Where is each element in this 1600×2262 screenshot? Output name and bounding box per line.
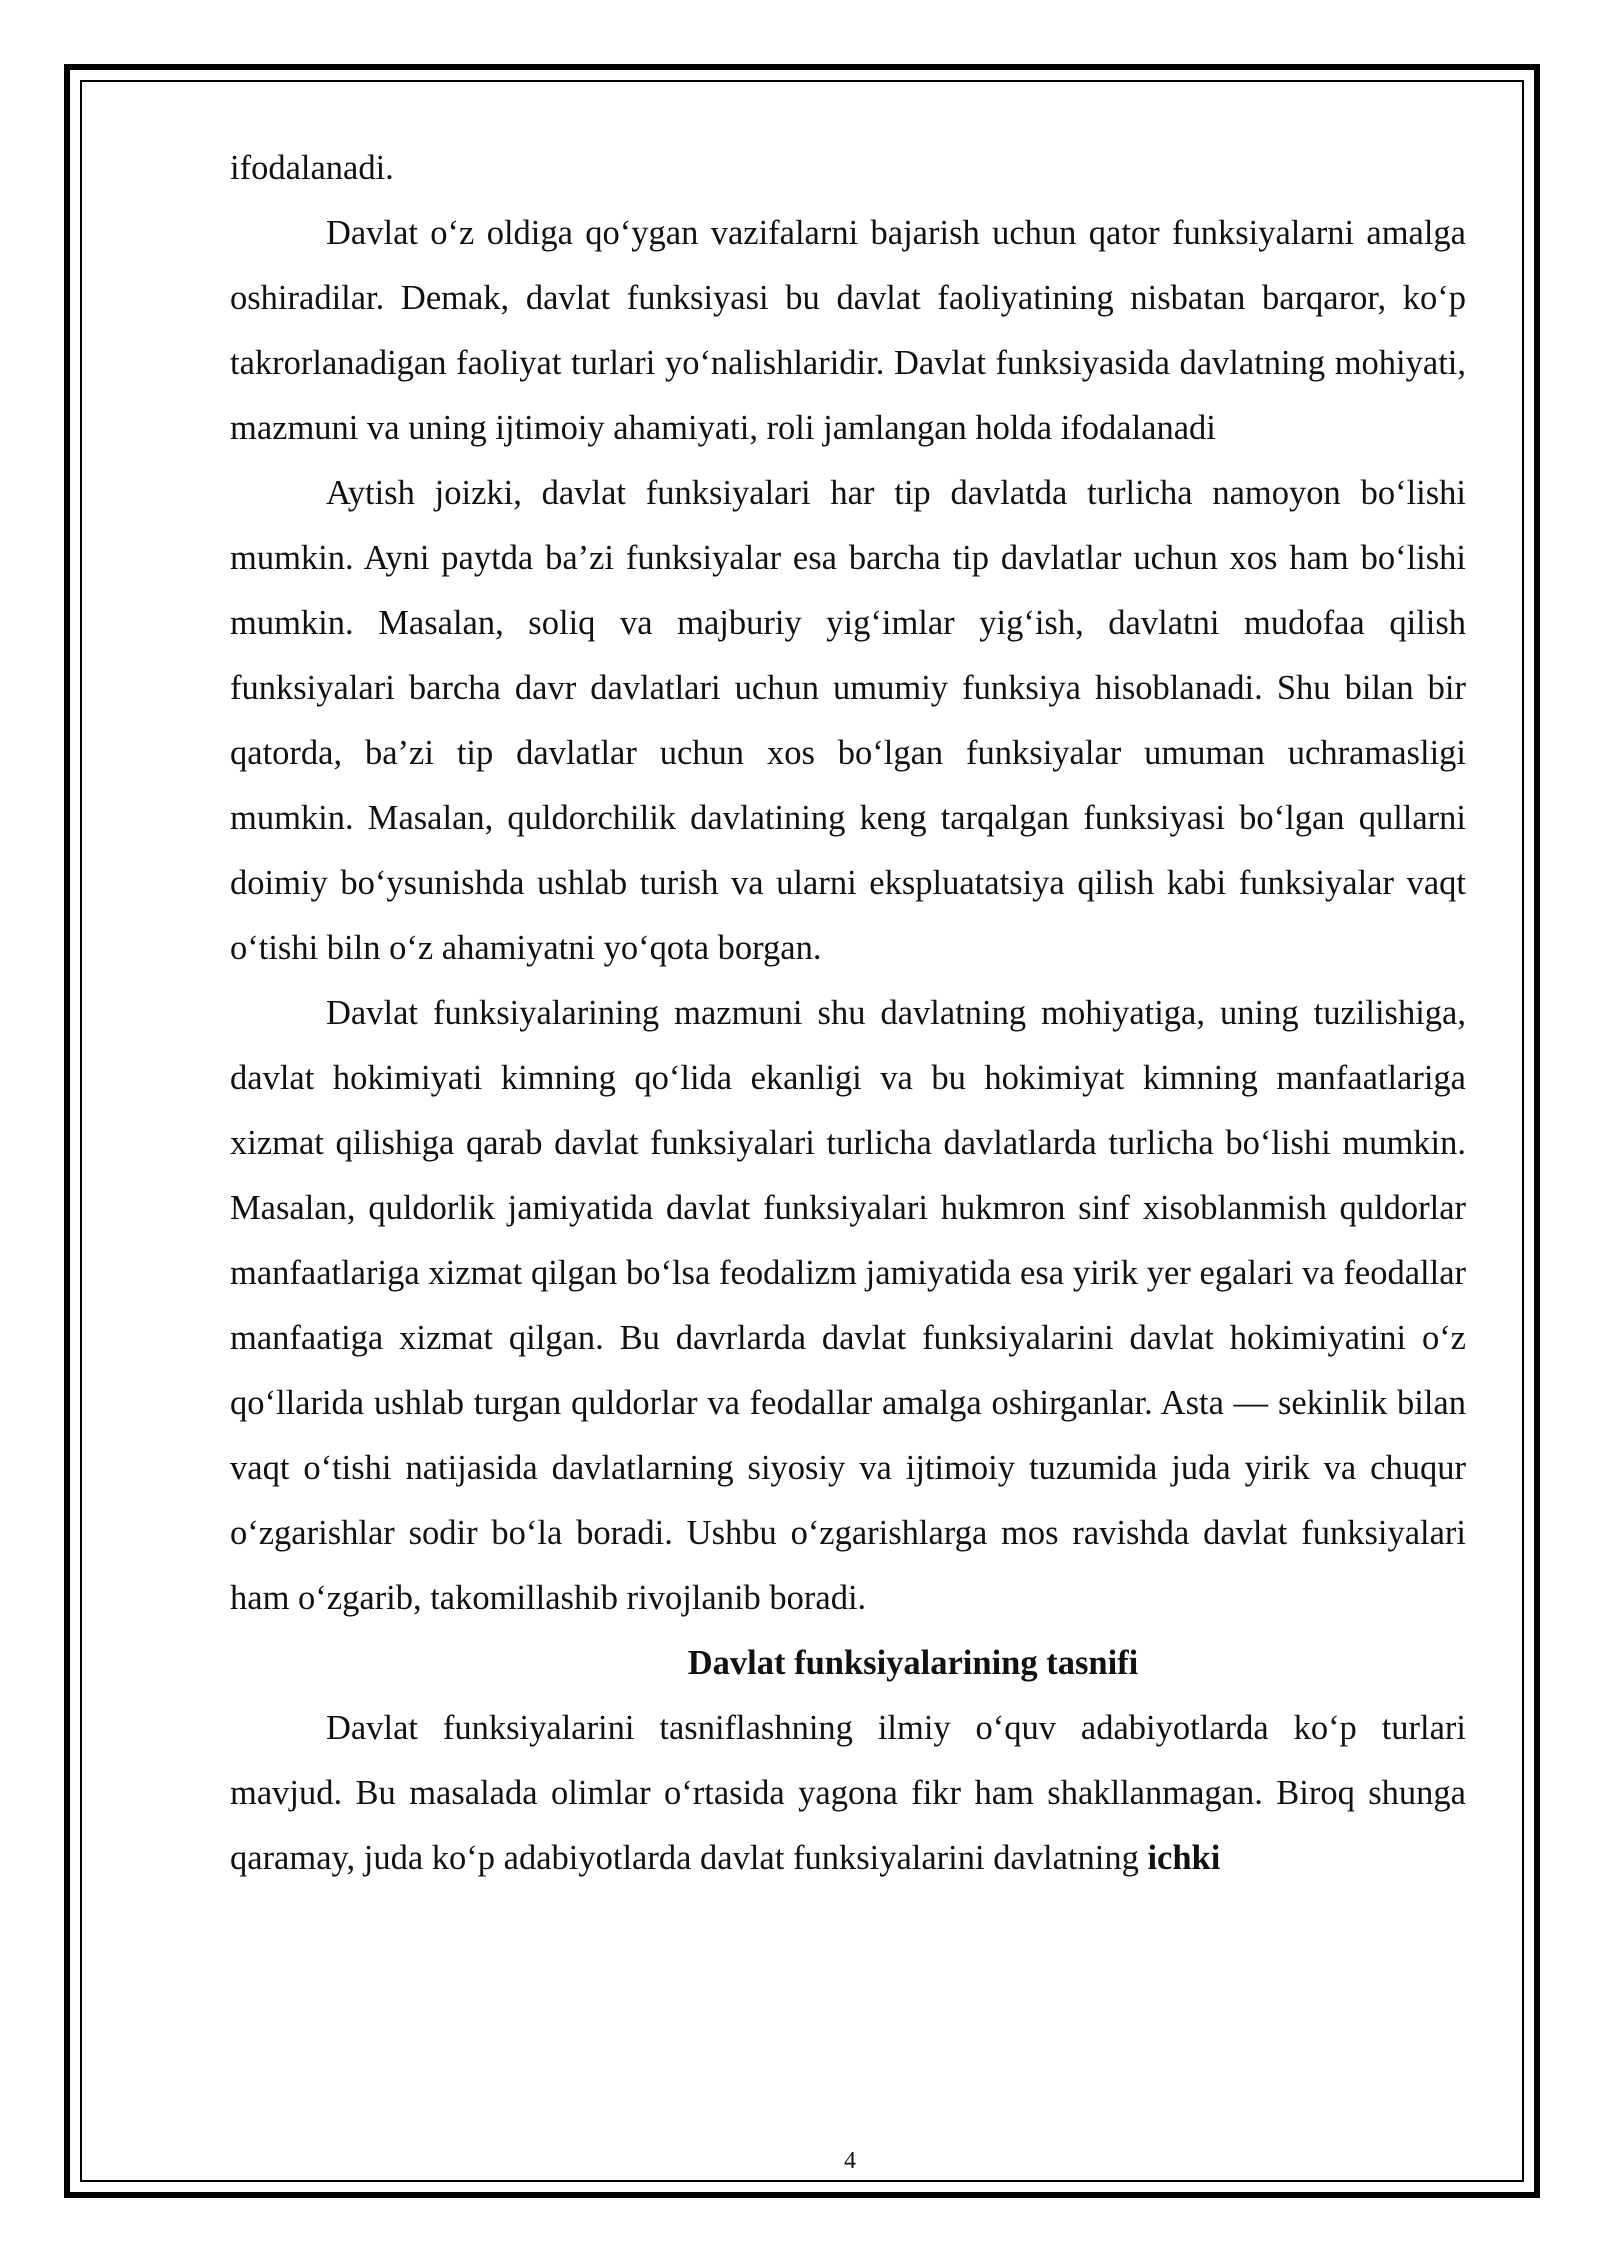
paragraph-classification-text: Davlat funksiyalarini tasniflashning ilmiy o‘quv adabiyotlarda ko‘p turlari mavjud. Bu masalada olimlar o‘rtasida yagona fikr ham shakllanmagan. Biroq shunga qaramay, juda ko‘p adabiyotlarda davlat funksiyalarini davlatning	[230, 1709, 1466, 1877]
paragraph-functions-definition: Davlat o‘z oldiga qo‘ygan vazifalarni bajarish uchun qator funksiyalarni amalga oshiradilar. Demak, davlat funksiyasi bu davlat faoliyatining nisbatan barqaror, ko‘p takrorlanadigan faoliyat turlari yo‘nalishlaridir. Davlat funksiyasida davlatning mohiyati, mazmuni va uning ijtimoiy ahamiyati, roli jamlangan holda ifodalanadi	[230, 214, 1466, 447]
page-number: 4	[844, 2148, 856, 2174]
paragraph-classification-bold: ichki	[1147, 1839, 1221, 1877]
paragraph-classification	[230, 1696, 1466, 1891]
paragraph-functions-content: Davlat funksiyalarining mazmuni shu davlatning mohiyatiga, uning tuzilishiga, davlat hokimiyati kimning qo‘lida ekanligi va bu hokimiyat kimning manfaatlariga xizmat qilishiga qarab davlat funksiyalari turlicha davlatlarda turlicha bo‘lishi mumkin. Masalan, quldorlik jamiyatida davlat funksiyalari hukmron sinf xisoblanmish quldorlar manfaatlariga xizmat qilgan bo‘lsa feodalizm jamiyatida esa yirik yer egalari va feodallar manfaatiga xizmat qilgan. Bu davrlarda davlat funksiyalarini davlat hokimiyatini o‘z qo‘llarida ushlab turgan quldorlar va feodallar amalga oshirganlar. Asta — sekinlik bilan vaqt o‘tishi natijasida davlatlarning siyosiy va ijtimoiy tuzumida juda yirik va chuqur o‘zgarishlar sodir bo‘la boradi. Ushbu o‘zgarishlarga mos ravishda davlat funksiyalari ham o‘zgarib, takomillashib rivojlanib boradi.	[230, 994, 1466, 1617]
document-body	[230, 136, 1466, 1891]
section-heading: Davlat funksiyalarining tasnifi	[687, 1644, 1139, 1682]
paragraph-functions-by-type: Aytish joizki, davlat funksiyalari har tip davlatda turlicha namoyon bo‘lishi mumkin. Ayni paytda ba’zi funksiyalar esa barcha tip davlatlar uchun xos ham bo‘lishi mumkin. Masalan, soliq va majburiy yig‘imlar yig‘ish, davlatni mudofaa qilish funksiyalari barcha davr davlatlari uchun umumiy funksiya hisoblanadi. Shu bilan bir qatorda, ba’zi tip davlatlar uchun xos bo‘lgan funksiyalar umuman uchramasligi mumkin. Masalan, quldorchilik davlatining keng tarqalgan funksiyasi bo‘lgan qullarni doimiy bo‘ysunishda ushlab turish va ularni ekspluatatsiya qilish kabi funksiyalar vaqt o‘tishi biln o‘z ahamiyatni yo‘qota borgan.	[230, 474, 1466, 967]
paragraph-continuation: ifodalanadi.	[230, 149, 394, 187]
